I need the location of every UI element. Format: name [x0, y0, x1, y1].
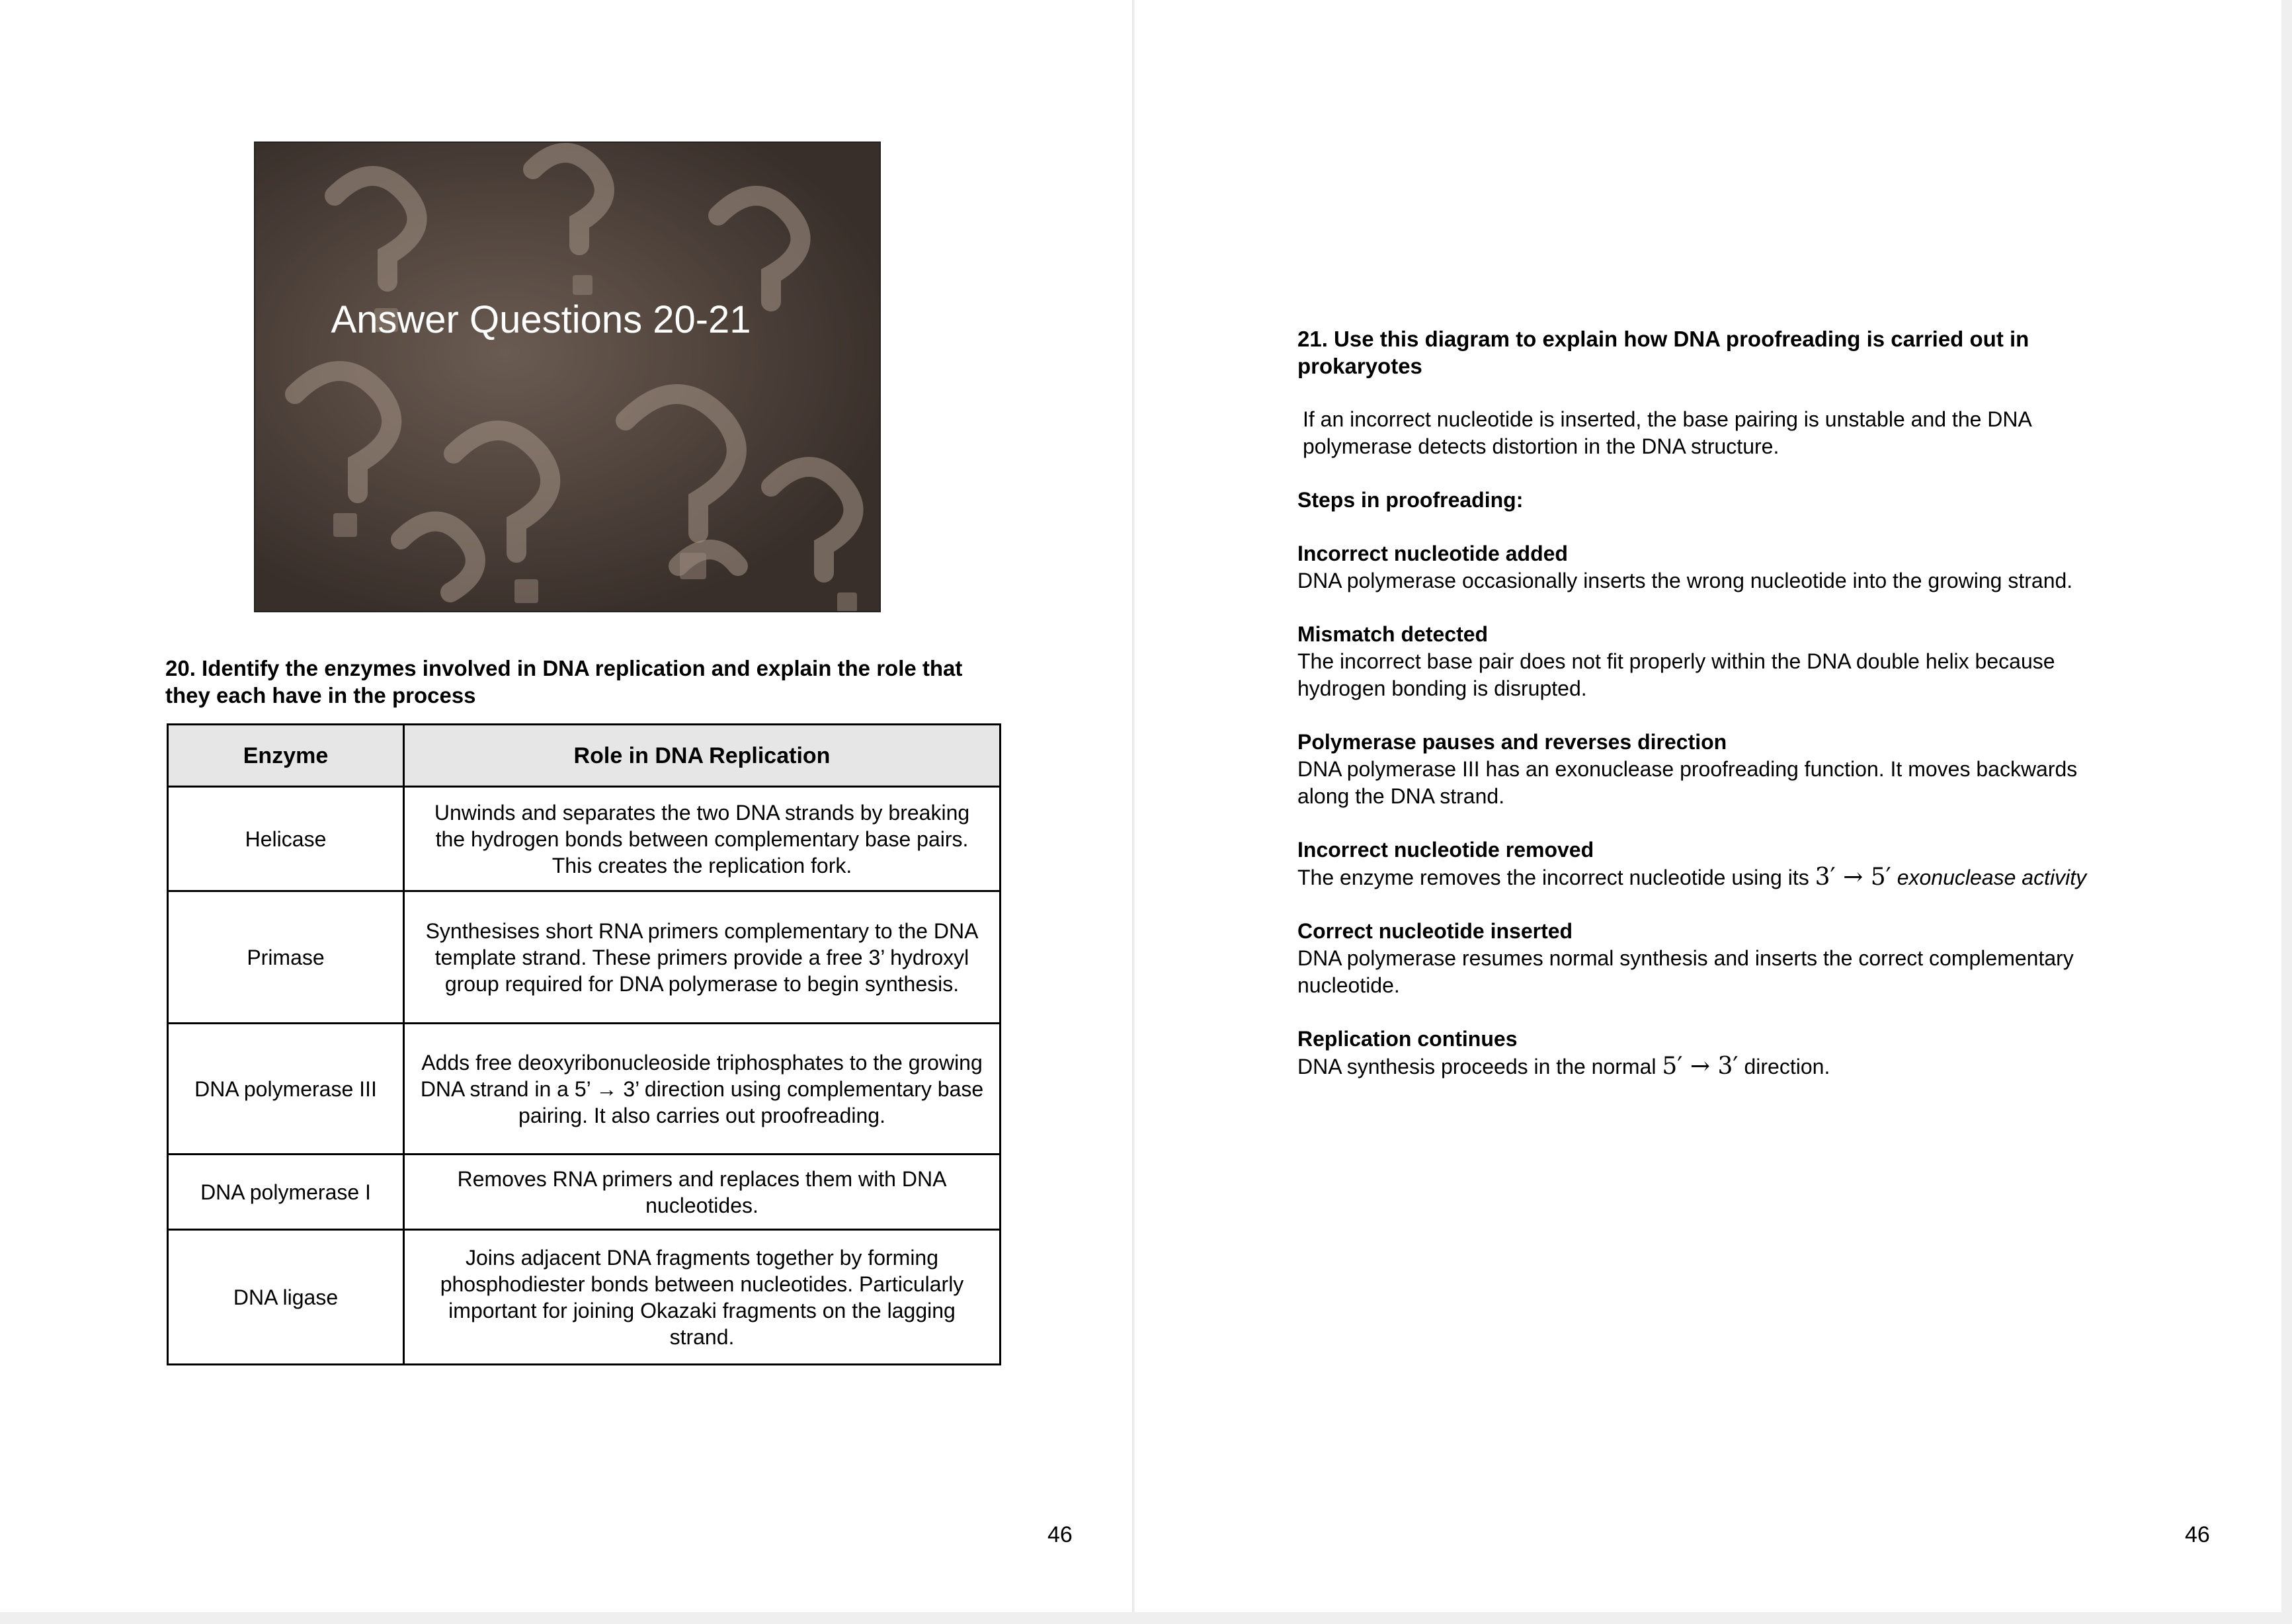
- step-item: [1297, 836, 2124, 891]
- page-number-left: 46: [1047, 1522, 1073, 1547]
- step-item: [1297, 621, 2124, 702]
- enzyme-cell: DNA polymerase I: [168, 1155, 404, 1230]
- step-title: Polymerase pauses and reverses direction: [1297, 730, 1727, 754]
- enzyme-cell: Primase: [168, 891, 404, 1024]
- intro-paragraph: If an incorrect nucleotide is inserted, the base pairing is unstable and the DNA polymerase detects distortion in the DNA structure.: [1303, 407, 2031, 458]
- table-row: [168, 891, 1001, 1024]
- step-title: Incorrect nucleotide removed: [1297, 838, 1594, 862]
- role-cell: Synthesises short RNA primers complementary to the DNA template strand. These primers provide a free 3’ hydroxyl group required for DNA polymerase to begin synthesis.: [404, 891, 1001, 1024]
- question-marks-icon: [255, 143, 881, 612]
- step-item: [1297, 1026, 2124, 1080]
- enzyme-cell: DNA polymerase III: [168, 1024, 404, 1155]
- step-text: DNA polymerase III has an exonuclease proofreading function. It moves backwards along the DNA strand.: [1297, 757, 2078, 808]
- enzyme-cell: Helicase: [168, 787, 404, 891]
- step-item: [1297, 540, 2124, 594]
- banner-title: Answer Questions 20-21: [331, 298, 751, 341]
- step-text-before: DNA synthesis proceeds in the normal: [1297, 1055, 1662, 1078]
- step-text: [1297, 864, 2124, 891]
- step-title: Correct nucleotide inserted: [1297, 919, 1573, 943]
- step-text: DNA polymerase occasionally inserts the wrong nucleotide into the growing strand.: [1297, 569, 2073, 592]
- table-header-row: [168, 725, 1001, 787]
- step-item: [1297, 729, 2124, 810]
- right-page: [1135, 0, 2281, 1612]
- column-header-role: Role in DNA Replication: [404, 725, 1001, 787]
- math-direction: 3′ → 5′: [1815, 864, 1891, 891]
- question-mark-banner-image: [254, 142, 881, 612]
- math-direction: 5′ → 3′: [1662, 1053, 1739, 1080]
- table-row: [168, 1155, 1001, 1230]
- role-cell: Removes RNA primers and replaces them with DNA nucleotides.: [404, 1155, 1001, 1230]
- step-text-after: direction.: [1738, 1055, 1830, 1078]
- left-page: [0, 0, 1132, 1612]
- page-number-right: 46: [2185, 1522, 2210, 1547]
- step-title: Replication continues: [1297, 1027, 1518, 1051]
- column-header-enzyme: Enzyme: [168, 725, 404, 787]
- step-title: Incorrect nucleotide added: [1297, 542, 1568, 565]
- question-21-heading: 21. Use this diagram to explain how DNA proofreading is carried out in prokaryotes: [1297, 327, 2029, 378]
- question-21-block: [1297, 325, 2124, 1107]
- question-20-heading: 20. Identify the enzymes involved in DNA replication and explain the role that they each have in the process: [165, 656, 963, 708]
- enzyme-table: [167, 723, 1001, 1365]
- table-row: [168, 1024, 1001, 1155]
- step-text-before: The enzyme removes the incorrect nucleotide using its: [1297, 866, 1815, 889]
- table-row: [168, 1230, 1001, 1365]
- enzyme-cell: DNA ligase: [168, 1230, 404, 1365]
- step-title: Mismatch detected: [1297, 622, 1489, 646]
- role-cell: Unwinds and separates the two DNA strands by breaking the hydrogen bonds between complementary base pairs. This creates the replication fork.: [404, 787, 1001, 891]
- role-cell: Joins adjacent DNA fragments together by forming phosphodiester bonds between nucleotides. Particularly important for joining Okazaki fragments on the lagging strand.: [404, 1230, 1001, 1365]
- step-item: [1297, 918, 2124, 999]
- step-text: DNA polymerase resumes normal synthesis and inserts the correct complementary nucleotide.: [1297, 946, 2074, 997]
- step-text-after: exonuclease activity: [1891, 866, 2087, 889]
- table-row: [168, 787, 1001, 891]
- step-text: [1297, 1053, 2124, 1080]
- step-text: The incorrect base pair does not fit properly within the DNA double helix because hydrogen bonding is disrupted.: [1297, 649, 2055, 700]
- role-cell: Adds free deoxyribonucleoside triphosphates to the growing DNA strand in a 5’ → 3’ direction using complementary base pairing. It also carries out proofreading.: [404, 1024, 1001, 1155]
- steps-heading: Steps in proofreading:: [1297, 488, 1524, 512]
